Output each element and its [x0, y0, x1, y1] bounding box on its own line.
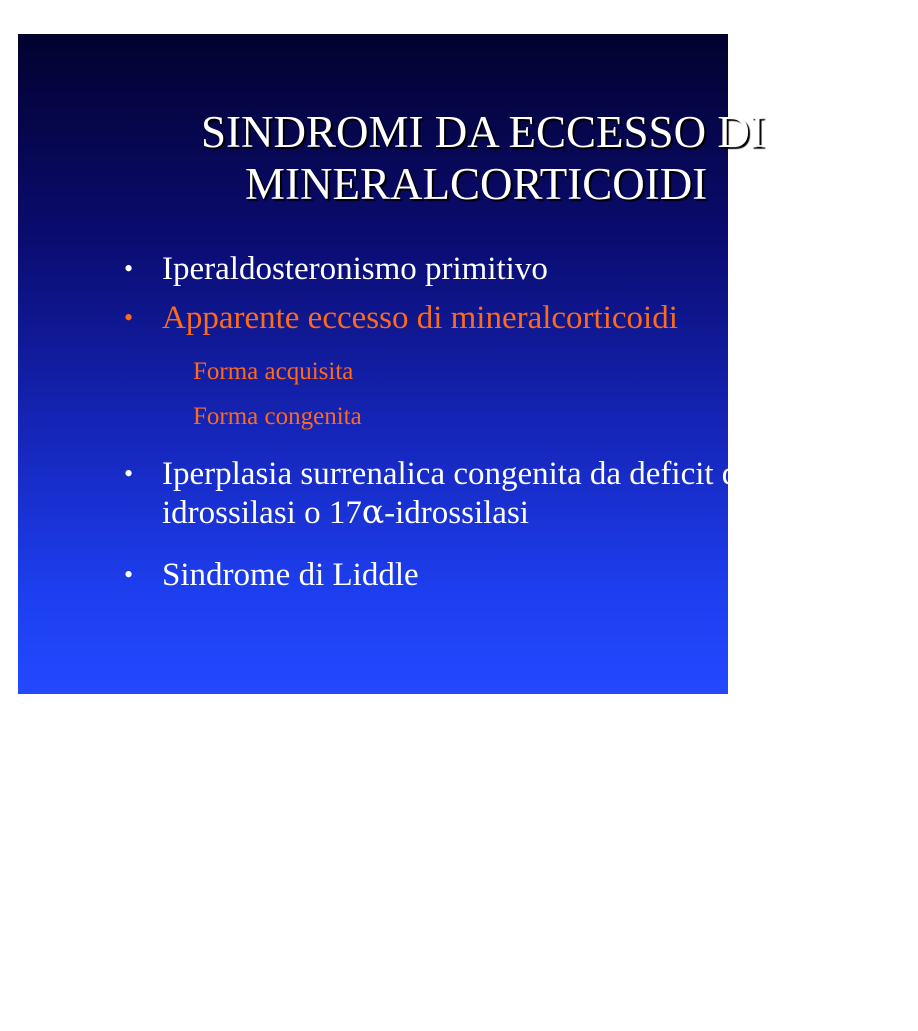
bullet-icon: • — [124, 560, 134, 589]
slide-title — [18, 106, 918, 210]
bullet-item-apparente-eccesso — [124, 299, 678, 337]
bullet-item-iperplasia-surrenalica — [124, 455, 815, 532]
bullet-item-iperaldosteronismo — [124, 250, 548, 288]
bullet-item-sindrome-liddle — [124, 556, 419, 594]
sub-item-forma-acquisita: Forma acquisita — [193, 358, 354, 385]
bullet-icon: • — [124, 303, 134, 332]
slide-title-line-1: SINDROMI DA ECCESSO DI — [201, 107, 765, 157]
bullet-icon: • — [124, 254, 134, 283]
bullet-item-text-line-2 — [124, 493, 815, 532]
bullet-item-text: Iperaldosteronismo primitivo — [162, 251, 548, 287]
bullet-item-text: Apparente eccesso di mineralcorticoidi — [162, 300, 678, 336]
bullet-item-text-line-1: Iperplasia surrenalica congenita da deficit di 11β- — [162, 456, 816, 492]
bullet-item-text: Sindrome di Liddle — [162, 557, 419, 593]
slide — [18, 34, 816, 694]
alpha-symbol: α — [361, 492, 385, 531]
sub-item-forma-congenita: Forma congenita — [193, 403, 362, 430]
text-fragment: -idrossilasi — [384, 495, 529, 531]
text-fragment: idrossilasi o 17 — [162, 495, 362, 531]
slide-title-line-2: MINERALCORTICOIDI — [245, 159, 708, 209]
bullet-icon: • — [124, 459, 134, 488]
